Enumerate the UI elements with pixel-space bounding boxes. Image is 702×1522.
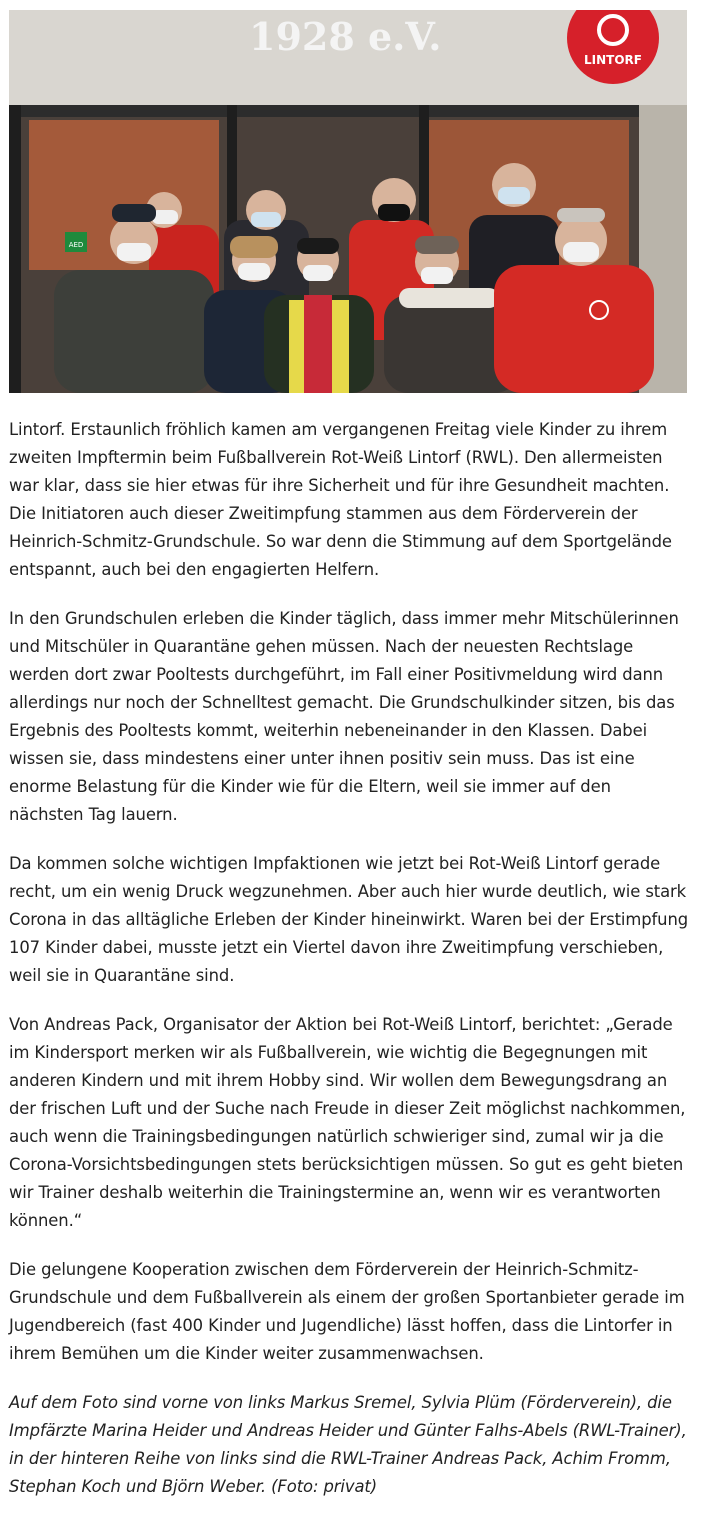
sign-text: 1928 e.V. bbox=[249, 14, 442, 59]
logo-text: LINTORF bbox=[584, 53, 642, 67]
photo-caption: Auf dem Foto sind vorne von links Markus Sremel, Sylvia Plüm (Förderverein), die Impfärzte Marina Heider und Andreas Heider und Günter Falhs-Abels (RWL-Trainer), in der hinteren Reihe von links sind die RWL-Trainer Andreas Pack, Achim Fromm, Stephan Koch und Björn Weber. (Foto: privat) bbox=[9, 1393, 687, 1496]
paragraph-quote: Von Andreas Pack, Organisator der Aktion bei Rot-Weiß Lintorf, berichtet: „Gerade im Kindersport merken wir als Fußballverein, wie wichtig die Begegnungen mit anderen Kindern und mit ihrem Hobby sind. Wir wollen dem Bewegungsdrang an der frischen Luft und der Suche nach Freude in dieser Zeit möglichst nachkommen, auch wenn die Trainingsbedingungen natürlich schwieriger sind, zumal wir ja die Corona-Vorsichtsbedingungen stets berücksichtigen müssen. So gut es geht bieten wir Trainer deshalb weiterhin die Trainingstermine an, wenn wir es verantworten können.“ bbox=[9, 1015, 686, 1230]
svg-text:AED: AED bbox=[68, 241, 84, 249]
group-photo-illustration bbox=[9, 10, 687, 393]
paragraph-kooperation: Die gelungene Kooperation zwischen dem Förderverein der Heinrich-Schmitz-Grundschule und dem Fußballverein als einem der großen Sportanbieter gerade im Jugendbereich (fast 400 Kinder und Jugendliche) lässt hoffen, dass die Lintorfer in ihrem Bemühen um die Kinder weiter zusammenwachsen. bbox=[9, 1260, 685, 1363]
article-photo bbox=[9, 10, 687, 393]
paragraph-intro: Lintorf. Erstaunlich fröhlich kamen am vergangenen Freitag viele Kinder zu ihrem zweiten Impftermin beim Fußballverein Rot-Weiß Lintorf (RWL). Den allermeisten war klar, dass sie hier etwas für ihre Sicherheit und für ihre Gesundheit machten. Die Initiatoren auch dieser Zweitimpfung stammen aus dem Förderverein der Heinrich-Schmitz-Grundschule. So war denn die Stimmung auf dem Sportgelände entspannt, auch bei den engagierten Helfern. bbox=[9, 420, 672, 579]
paragraph-grundschulen: In den Grundschulen erleben die Kinder täglich, dass immer mehr Mitschülerinnen und Mitschüler in Quarantäne gehen müssen. Nach der neuesten Rechtslage werden dort zwar Pooltests durchgeführt, im Fall einer Positivmeldung wird dann allerdings nur noch der Schnelltest gemacht. Die Grundschulkinder sitzen, bis das Ergebnis des Pooltests kommt, weiterhin nebeneinander in den Klassen. Dabei wissen sie, dass mindestens einer unter ihnen positiv sein muss. Das ist eine enorme Belastung für die Kinder wie für die Eltern, weil sie immer auf den nächsten Tag lauern. bbox=[9, 609, 679, 824]
article-body bbox=[9, 416, 689, 1522]
paragraph-impfaktionen: Da kommen solche wichtigen Impfaktionen wie jetzt bei Rot-Weiß Lintorf gerade recht, um ein wenig Druck wegzunehmen. Aber auch hier wurde deutlich, wie stark Corona in das alltägliche Erleben der Kinder hineinwirkt. Waren bei der Erstimpfung 107 Kinder dabei, musste jetzt ein Viertel davon ihre Zweitimpfung verschieben, weil sie in Quarantäne sind. bbox=[9, 854, 689, 985]
